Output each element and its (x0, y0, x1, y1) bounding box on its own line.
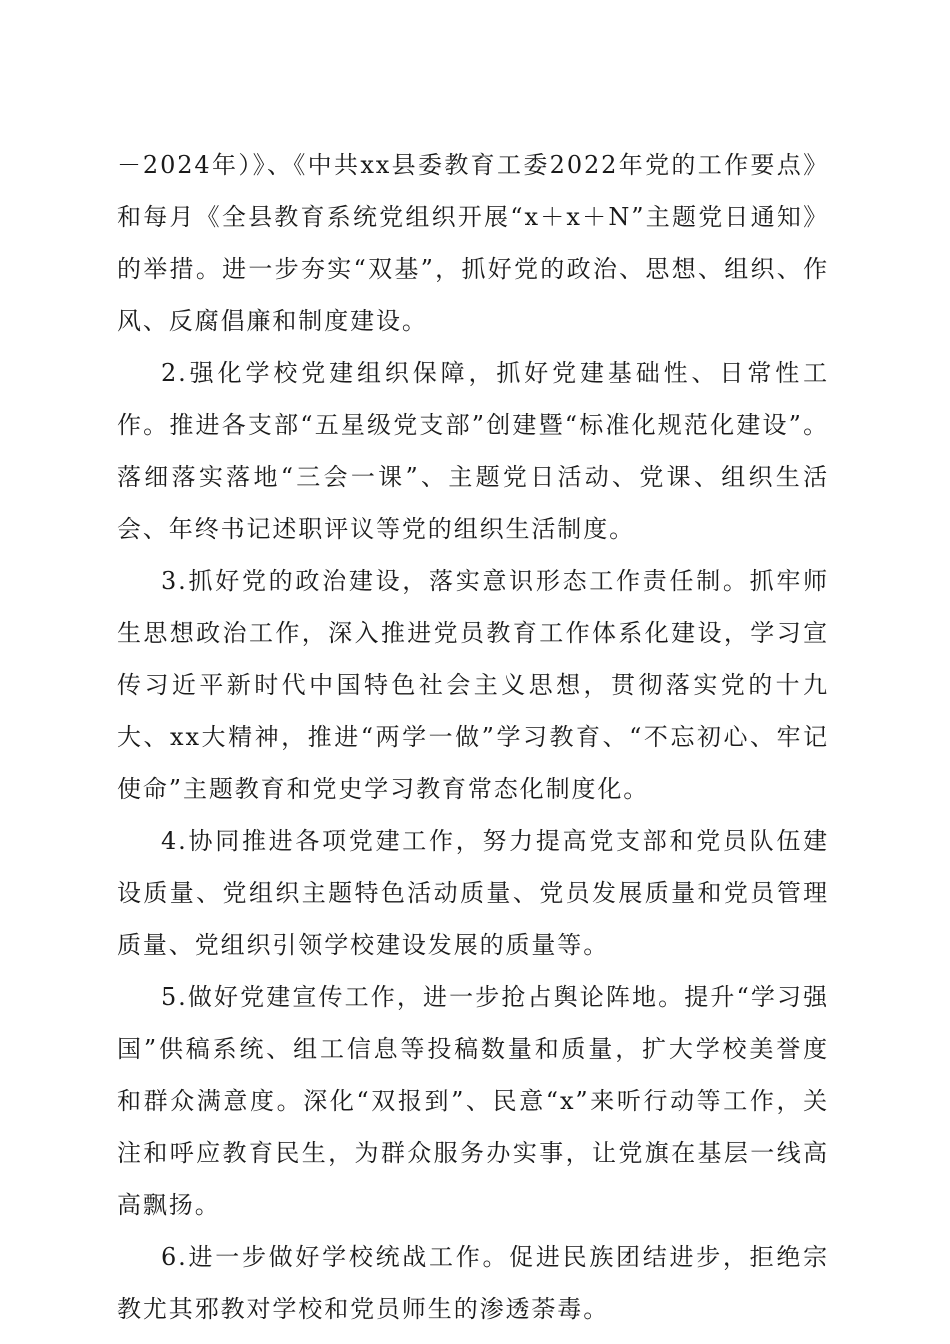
paragraph-continued: －2024年）》、《中共xx县委教育工委2022年党的工作要点》和每月《全县教育系统党组织开展“x＋x＋N”主题党日通知》的举措。进一步夯实“双基”，抓好党的政治、思想、组织、作风、反腐倡廉和制度建设。 (117, 151, 829, 335)
paragraph-item-2: 2.强化学校党建组织保障，抓好党建基础性、日常性工作。推进各支部“五星级党支部”创建暨“标准化规范化建设”。落细落实落地“三会一课”、主题党日活动、党课、组织生活会、年终书记述职评议等党的组织生活制度。 (117, 359, 829, 543)
paragraph-item-5: 5.做好党建宣传工作，进一步抢占舆论阵地。提升“学习强国”供稿系统、组工信息等投稿数量和质量，扩大学校美誉度和群众满意度。深化“双报到”、民意“x”来听行动等工作，关注和呼应教育民生，为群众服务办实事，让党旗在基层一线高高飘扬。 (117, 983, 829, 1219)
paragraph-item-4: 4.协同推进各项党建工作，努力提高党支部和党员队伍建设质量、党组织主题特色活动质量、党员发展质量和党员管理质量、党组织引领学校建设发展的质量等。 (117, 827, 829, 959)
document-body (117, 139, 829, 1335)
paragraph-item-3: 3.抓好党的政治建设，落实意识形态工作责任制。抓牢师生思想政治工作，深入推进党员教育工作体系化建设，学习宣传习近平新时代中国特色社会主义思想，贯彻落实党的十九大、xx大精神，推进“两学一做”学习教育、“不忘初心、牢记使命”主题教育和党史学习教育常态化制度化。 (117, 567, 829, 803)
paragraph-item-6: 6.进一步做好学校统战工作。促进民族团结进步，拒绝宗教尤其邪教对学校和党员师生的渗透荼毒。 (117, 1243, 829, 1323)
